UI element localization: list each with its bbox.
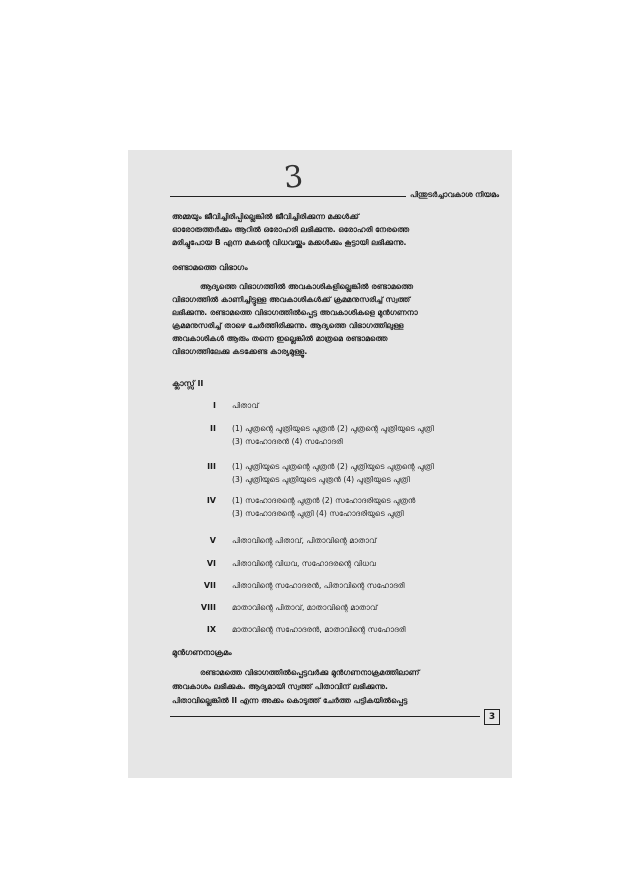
paragraph-line: അവകാശികൾ ആരും തന്നെ ഇല്ലെങ്കിൽ മാത്രമെ രണ്ടാമത്തെ xyxy=(172,334,388,343)
paragraph-line: വിഭാഗത്തിൽ കാണിച്ചിട്ടുള്ള അവകാശികൾക്ക് ക്രമമനുസരിച്ച് സ്വത്ത് xyxy=(172,295,411,304)
entry-line: (3) പുത്രിയുടെ പുത്രിയുടെ പുത്രൻ (4) പുത്രിയുടെ പുത്രി xyxy=(232,475,410,484)
footer-rule xyxy=(170,716,480,717)
entry-line: പിതാവ് xyxy=(232,401,259,410)
entry-numeral: VI xyxy=(206,559,216,568)
entry-line: (1) പുത്രന്റെ പുത്രിയുടെ പുത്രൻ (2) പുത്രന്റെ പുത്രിയുടെ പുത്രി xyxy=(232,424,434,433)
paragraph-line: ക്രമമനുസരിച്ച് താഴെ ചേർത്തിരിക്കുന്നു. ആദ്യത്തെ വിഭാഗത്തിലുള്ള xyxy=(172,321,404,330)
entry-numeral: VIII xyxy=(200,603,216,612)
paragraph-line: രണ്ടാമത്തെ വിഭാഗത്തിൽപ്പെട്ടവർക്കു മുൻഗണനാക്രമത്തിലാണ് xyxy=(200,668,420,677)
intro-line: അമ്മയും ജീവിച്ചിരിപ്പില്ലെങ്കിൽ ജീവിച്ചിരിക്കുന്ന മക്കൾക്ക് xyxy=(172,212,359,221)
entry-numeral: III xyxy=(207,462,216,471)
handwritten-page-number: 3 xyxy=(282,159,305,196)
entry-line: പിതാവിന്റെ വിധവ, സഹോദരന്റെ വിധവ xyxy=(232,559,376,568)
entry-numeral: II xyxy=(210,424,216,433)
entry-numeral: V xyxy=(209,536,216,545)
entry-line: പിതാവിന്റെ പിതാവ്, പിതാവിന്റെ മാതാവ് xyxy=(232,536,377,545)
running-title: പിന്തുടർച്ചാവകാശ നിയമം xyxy=(410,190,499,199)
entry-numeral: IV xyxy=(206,496,216,505)
class-heading: ക്ലാസ്സ് II xyxy=(172,379,204,388)
entry-line: (3) സഹോദരൻ (4) സഹോദരി xyxy=(232,437,343,446)
paragraph-line: പിതാവില്ലെങ്കിൽ II എന്ന അക്കം കൊടുത്ത് ചേർത്ത പട്ടികയിൽപ്പെട്ട xyxy=(172,696,408,705)
page-number-box: 3 xyxy=(484,709,500,725)
section-heading-priority-order: മുൻഗണനാക്രമം xyxy=(172,648,232,657)
entry-line: (3) സഹോദരന്റെ പുത്രി (4) സഹോദരിയുടെ പുത്രി xyxy=(232,509,404,518)
entry-line: (1) സഹോദരന്റെ പുത്രൻ (2) സഹോദരിയുടെ പുത്രൻ xyxy=(232,496,416,505)
intro-line: മരിച്ചുപോയ B എന്ന മകന്റെ വിധവയ്ക്കും മക്കൾക്കും കൂട്ടായി ലഭിക്കുന്നു. xyxy=(172,238,407,247)
entry-line: മാതാവിന്റെ സഹോദരൻ, മാതാവിന്റെ സഹോദരി xyxy=(232,625,406,634)
entry-line: പിതാവിന്റെ സഹോദരൻ, പിതാവിന്റെ സഹോദരി xyxy=(232,581,405,590)
paragraph-line: ലഭിക്കുന്നു. രണ്ടാമത്തെ വിഭാഗത്തിൽപ്പെട്ട അവകാശികളെ മുൻഗണനാ xyxy=(172,308,418,317)
intro-line: ഓരോരുത്തർക്കും ആറിൽ ഒരോഹരി ലഭിക്കുന്നു. ഒരോഹരി നേരത്തെ xyxy=(172,225,410,234)
header-rule xyxy=(170,196,406,197)
entry-line: (1) പുത്രിയുടെ പുത്രന്റെ പുത്രൻ (2) പുത്രിയുടെ പുത്രന്റെ പുത്രി xyxy=(232,462,434,471)
paragraph-line: അവകാശം ലഭിക്കുക. ആദ്യമായി സ്വത്ത് പിതാവിന് ലഭിക്കുന്നു. xyxy=(172,682,388,691)
entry-numeral: I xyxy=(213,401,216,410)
paragraph-line: വിഭാഗത്തിലേക്കു കടക്കേണ്ട കാര്യമുള്ളൂ. xyxy=(172,347,308,356)
entry-numeral: VII xyxy=(203,581,216,590)
paragraph-line: ആദ്യത്തെ വിഭാഗത്തിൽ അവകാശികളില്ലെങ്കിൽ രണ്ടാമത്തെ xyxy=(200,282,414,291)
section-heading-second-class: രണ്ടാമത്തെ വിഭാഗം xyxy=(172,263,248,272)
entry-line: മാതാവിന്റെ പിതാവ്, മാതാവിന്റെ മാതാവ് xyxy=(232,603,378,612)
entry-numeral: IX xyxy=(206,625,216,634)
